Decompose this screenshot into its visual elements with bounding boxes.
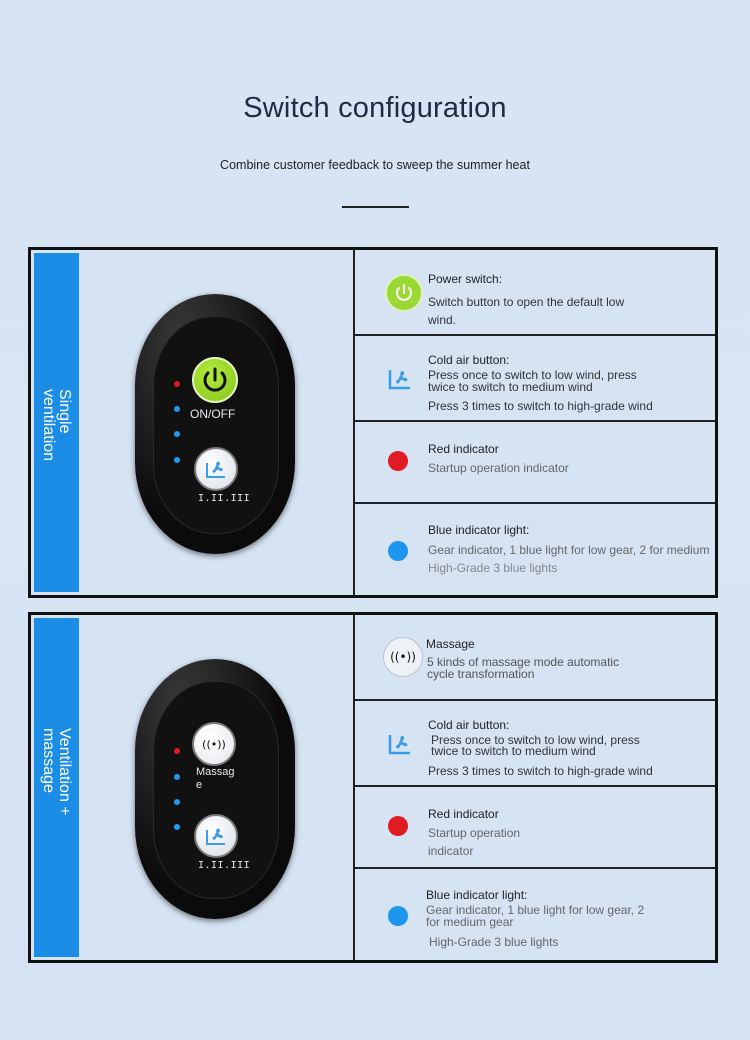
row-title: Red indicator	[428, 807, 499, 821]
list-item	[353, 250, 715, 336]
row-title: Cold air button:	[428, 718, 510, 732]
fan-icon	[196, 816, 236, 856]
red-dot-icon	[388, 816, 408, 836]
fan-icon	[387, 729, 413, 762]
massage-button[interactable]	[192, 722, 236, 766]
fan-button[interactable]	[194, 814, 238, 858]
page-title: Switch configuration	[243, 92, 507, 124]
row-title: Power switch:	[428, 272, 503, 286]
list-item	[353, 422, 715, 504]
massage-icon: ((•))	[202, 737, 226, 751]
row-desc: Gear indicator, 1 blue light for low gear, 2 for medium High-Grade 3 blue lights	[428, 543, 710, 575]
level-bars: I.II.III	[198, 860, 251, 871]
row-desc: High-Grade 3 blue lights	[429, 935, 559, 949]
side-bar	[34, 618, 79, 957]
device-face	[153, 681, 279, 899]
row-desc: Press once to switch to low wind, press twice to switch to medium wind	[428, 368, 637, 394]
blue-led-1	[174, 774, 180, 780]
device-body	[135, 659, 295, 919]
red-led	[174, 381, 180, 387]
device-illustration	[79, 615, 355, 960]
feature-list	[353, 250, 715, 595]
massage-label: Massag e	[196, 766, 235, 791]
power-button[interactable]	[192, 357, 238, 403]
title-divider	[342, 206, 409, 208]
row-desc: 5 kinds of massage mode automatic cycle transformation	[427, 655, 620, 681]
device-face	[153, 316, 279, 534]
red-led	[174, 748, 180, 754]
side-label-line1: Single	[56, 389, 73, 434]
row-desc: Startup operation indicator	[428, 461, 569, 475]
onoff-label: ON/OFF	[190, 407, 236, 421]
side-label-line2: ventilation	[40, 389, 57, 462]
fan-button[interactable]	[194, 447, 238, 491]
row-desc: Press 3 times to switch to high-grade wind	[428, 764, 653, 778]
single-ventilation-panel	[28, 247, 718, 598]
power-icon	[385, 274, 423, 312]
blue-led-1	[174, 406, 180, 412]
row-title: Massage	[426, 637, 475, 651]
fan-icon	[387, 364, 413, 397]
ventilation-massage-panel	[28, 612, 718, 963]
row-title: Red indicator	[428, 442, 499, 456]
list-item	[353, 615, 715, 701]
feature-list	[353, 615, 715, 960]
side-label-line1: Ventilation +	[56, 728, 73, 816]
list-item	[353, 869, 715, 960]
side-label-line2: massage	[40, 728, 57, 793]
list-item	[353, 701, 715, 787]
blue-led-2	[174, 799, 180, 805]
red-dot-icon	[388, 451, 408, 471]
side-bar	[34, 253, 79, 592]
blue-led-2	[174, 431, 180, 437]
blue-led-3	[174, 457, 180, 463]
list-item	[353, 336, 715, 422]
device-body	[135, 294, 295, 554]
list-item	[353, 787, 715, 869]
blue-led-3	[174, 824, 180, 830]
blue-dot-icon	[388, 906, 408, 926]
row-desc: Press once to switch to low wind, press twice to switch to medium wind	[431, 733, 640, 758]
massage-icon: ((•))	[383, 637, 423, 677]
power-icon	[194, 359, 236, 401]
device-illustration	[79, 250, 355, 595]
blue-dot-icon	[388, 541, 408, 561]
row-title: Blue indicator light:	[428, 523, 530, 537]
level-bars: I.II.III	[198, 493, 251, 504]
row-title: Cold air button:	[428, 353, 510, 367]
row-desc: Startup operation indicator	[428, 826, 521, 858]
row-desc: Press 3 times to switch to high-grade wind	[428, 399, 653, 413]
row-title: Blue indicator light:	[426, 888, 528, 902]
fan-icon	[196, 449, 236, 489]
row-desc: Switch button to open the default low wind.	[428, 295, 625, 327]
row-desc: Gear indicator, 1 blue light for low gear, 2 for medium gear	[426, 903, 645, 929]
list-item	[353, 504, 715, 595]
page-subtitle: Combine customer feedback to sweep the summer heat	[220, 158, 530, 172]
